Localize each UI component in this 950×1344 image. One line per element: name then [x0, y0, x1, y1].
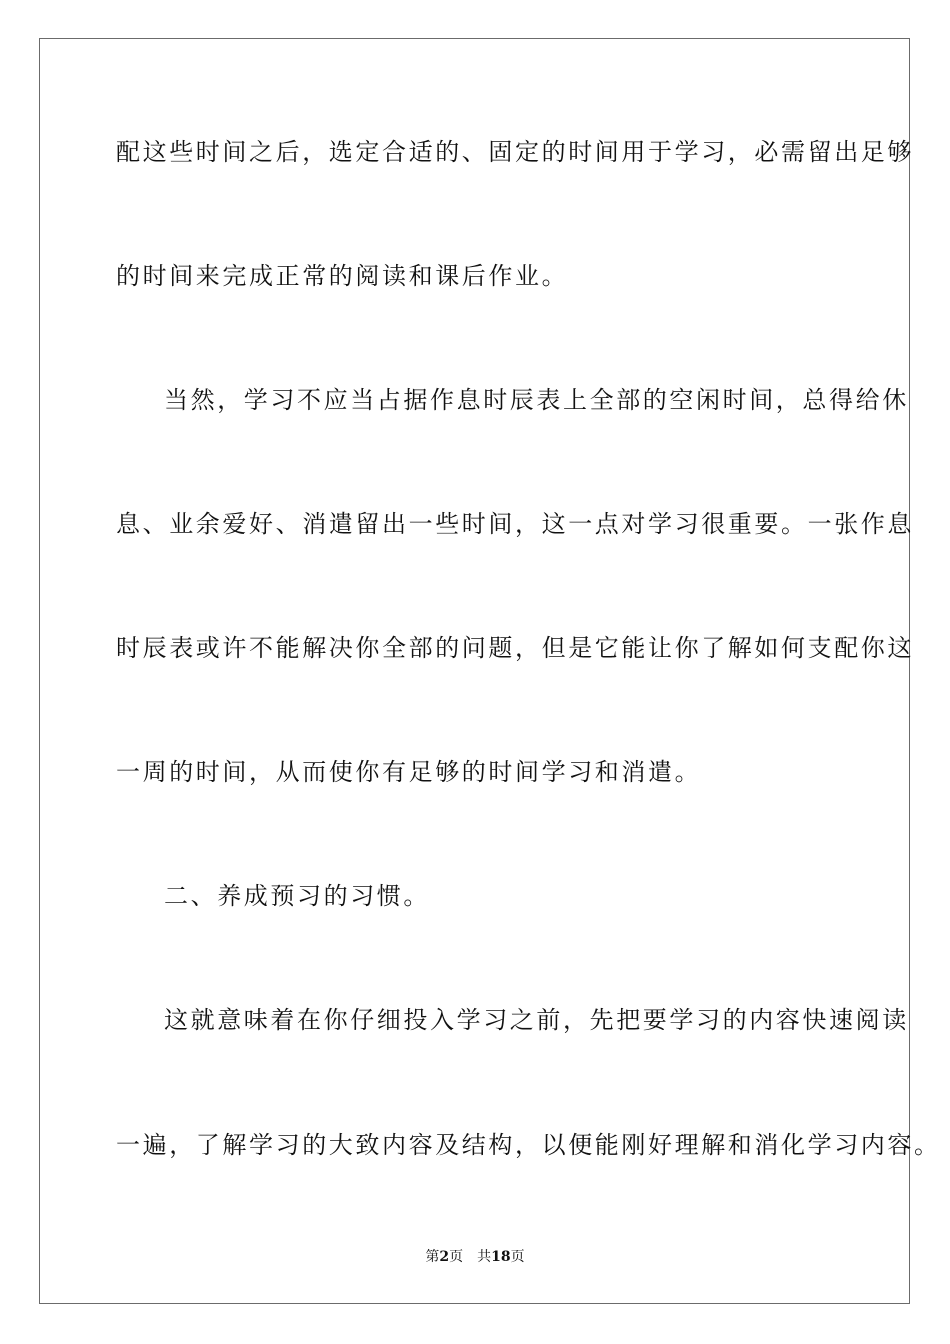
page-number: 2 — [439, 1249, 450, 1265]
page-label-prefix: 第 — [425, 1249, 440, 1265]
paragraph-line: 当然，学习不应当占据作息时辰表上全部的空闲时间，总得给休 — [164, 386, 909, 414]
paragraph-line: 一遍，了解学习的大致内容及结构，以便能刚好理解和消化学习内容。 — [116, 1131, 941, 1159]
paragraph-line: 一周的时间，从而使你有足够的时间学习和消遣。 — [116, 758, 702, 786]
section-heading: 二、养成预习的习惯。 — [164, 882, 430, 910]
paragraph-line: 息、业余爱好、消遣留出一些时间，这一点对学习很重要。一张作息 — [116, 510, 914, 538]
page-border — [39, 38, 941, 1304]
paragraph-line: 配这些时间之后，选定合适的、固定的时间用于学习，必需留出足够 — [116, 138, 914, 166]
paragraph-line: 的时间来完成正常的阅读和课后作业。 — [116, 262, 569, 290]
paragraph-line: 这就意味着在你仔细投入学习之前，先把要学习的内容快速阅读 — [164, 1006, 909, 1034]
page-label-suffix: 页 — [449, 1249, 464, 1265]
total-label-prefix: 共 — [477, 1249, 492, 1265]
page-footer — [0, 1248, 950, 1266]
total-pages: 18 — [491, 1249, 511, 1265]
total-label-suffix: 页 — [510, 1249, 525, 1265]
paragraph-line: 时辰表或许不能解决你全部的问题，但是它能让你了解如何支配你这 — [116, 634, 914, 662]
